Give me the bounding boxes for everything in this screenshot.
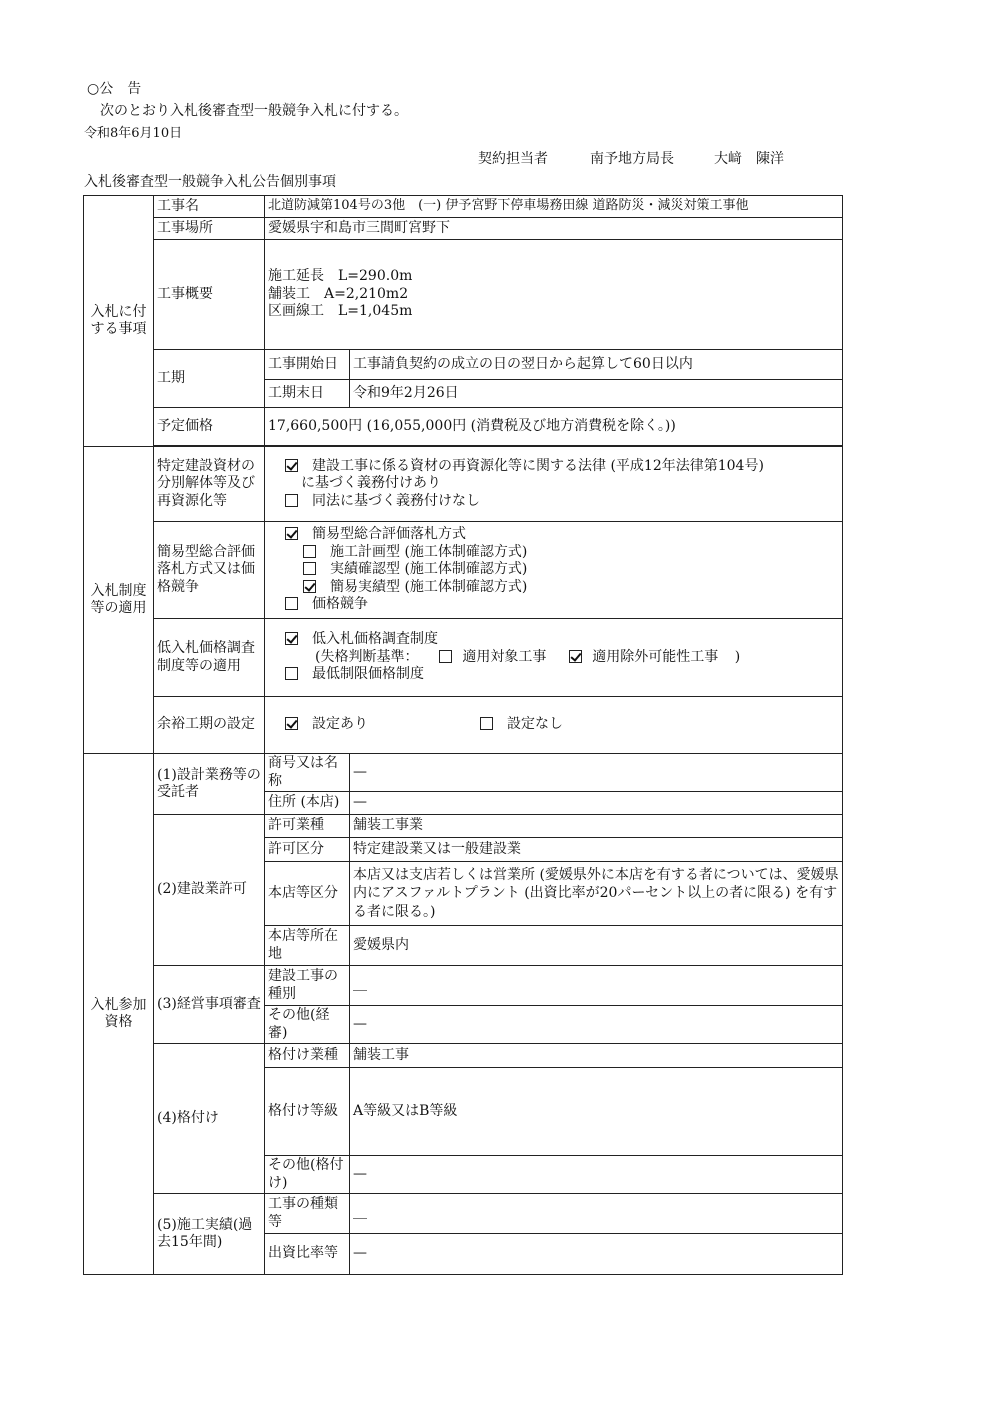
low-sub-target: 適用対象工事 (462, 648, 547, 665)
value-price: 17,660,500円 (16,055,000円 (消費税及び地方消費税を除く。)) (265, 408, 843, 446)
eval-sub-plan: 施工計画型 (施工体制確認方式) (330, 543, 528, 560)
label-rating-type: 格付け業種 (265, 1044, 350, 1068)
label-evaluation: 簡易型総合評価落札方式又は価格競争 (154, 522, 265, 619)
value-office-class: 本店又は支店若しくは営業所 (愛媛県外に本店を有する者については、愛媛県内にアスファルトプラント (出資比率が20パーセント以上の者に限る) を有する者に限る。) (350, 862, 843, 926)
checkbox-icon[interactable] (285, 597, 298, 610)
label-management-audit: (3)経営事項審査 (154, 966, 265, 1044)
value-start: 工事請負契約の成立の日の翌日から起算して60日以内 (350, 350, 843, 380)
recycle-option-yes-cont: に基づく義務付けあり (301, 475, 441, 492)
checkbox-icon[interactable] (303, 562, 316, 575)
value-audit-other: — (350, 1006, 843, 1044)
label-spare-period: 余裕工期の設定 (154, 697, 265, 754)
low-sub-exclusion: 適用除外可能性工事 (592, 648, 719, 665)
value-rating-other: — (350, 1156, 843, 1194)
value-rating-type: 舗装工事 (350, 1044, 843, 1068)
value-permit-class: 特定建設業又は一般建設業 (350, 838, 843, 862)
table-title: 入札後審査型一般競争入札公告個別事項 (84, 174, 336, 190)
eval-sub-record: 実績確認型 (施工体制確認方式) (330, 561, 528, 578)
intro-text: 次のとおり入札後審査型一般競争入札に付する。 (100, 103, 408, 119)
label-rating-grade: 格付け等級 (265, 1068, 350, 1156)
checkbox-checked-icon[interactable] (285, 717, 298, 730)
value-evaluation (265, 522, 843, 619)
eval-sub-simple-record: 簡易実績型 (施工体制確認方式) (330, 578, 528, 595)
notice-table (83, 195, 843, 1275)
eval-option-simple: 簡易型総合評価落札方式 (312, 526, 466, 543)
label-rating-other: その他(格付け) (265, 1156, 350, 1194)
label-record-kind: 工事の種類等 (265, 1194, 350, 1234)
contract-name: 大﨑 陳洋 (714, 151, 784, 167)
label-work-place: 工事場所 (154, 218, 265, 240)
checkbox-checked-icon[interactable] (569, 650, 582, 663)
label-work-kind: 建設工事の種別 (265, 966, 350, 1006)
spare-option-no: 設定なし (507, 716, 563, 733)
checkbox-checked-icon[interactable] (285, 527, 298, 540)
label-construction-license: (2)建設業許可 (154, 815, 265, 966)
value-end: 令和9年2月26日 (350, 380, 843, 408)
low-sub-prefix: (失格判断基準： (315, 648, 419, 665)
checkbox-icon[interactable] (285, 494, 298, 507)
label-work-name: 工事名 (154, 196, 265, 218)
label-address: 住所 (本店) (265, 792, 350, 815)
checkbox-icon[interactable] (303, 545, 316, 558)
label-recycle: 特定建設資材の分別解体等及び再資源化等 (154, 447, 265, 522)
checkbox-checked-icon[interactable] (303, 580, 316, 593)
value-rating-grade: A等級又はB等級 (350, 1068, 843, 1156)
checkbox-checked-icon[interactable] (285, 632, 298, 645)
summary-line: 舗装工 A=2,210m2 (268, 285, 409, 302)
label-permit-class: 許可区分 (265, 838, 350, 862)
checkbox-icon[interactable] (285, 667, 298, 680)
label-work-summary: 工事概要 (154, 240, 265, 350)
section-qualification: 入札参加資格 (84, 754, 154, 1275)
spare-option-yes: 設定あり (312, 716, 368, 733)
low-option-min-price: 最低制限価格制度 (312, 666, 424, 683)
summary-line: 施工延長 L=290.0m (268, 268, 413, 285)
value-low-bid (265, 619, 843, 697)
low-sub-suffix: ) (734, 648, 741, 665)
contract-office: 南予地方局長 (590, 151, 674, 167)
label-low-bid: 低入札価格調査制度等の適用 (154, 619, 265, 697)
value-work-kind: ＿ (350, 966, 843, 1006)
notice-heading: ○公 告 (87, 81, 142, 97)
label-design-contractor: (1)設計業務等の受託者 (154, 754, 265, 815)
recycle-option-no: 同法に基づく義務付けなし (312, 492, 480, 509)
value-office-location: 愛媛県内 (350, 926, 843, 966)
label-trade-name: 商号又は名称 (265, 754, 350, 792)
eval-option-price: 価格競争 (312, 596, 368, 613)
value-permit-type: 舗装工事業 (350, 815, 843, 838)
label-rating: (4)格付け (154, 1044, 265, 1194)
checkbox-checked-icon[interactable] (285, 459, 298, 472)
summary-line: 区画線工 L=1,045m (268, 303, 413, 320)
label-construction-record: (5)施工実績(過去15年間) (154, 1194, 265, 1275)
value-work-summary (265, 240, 843, 350)
section-bid-items: 入札に付する事項 (84, 196, 154, 447)
value-work-place: 愛媛県宇和島市三間町宮野下 (265, 218, 843, 240)
value-investment-ratio: — (350, 1234, 843, 1275)
label-permit-type: 許可業種 (265, 815, 350, 838)
section-system: 入札制度等の適用 (84, 447, 154, 754)
value-spare-period (265, 697, 843, 754)
label-office-class: 本店等区分 (265, 862, 350, 926)
value-address: — (350, 792, 843, 815)
label-office-location: 本店等所在地 (265, 926, 350, 966)
label-price: 予定価格 (154, 408, 265, 446)
label-period: 工期 (154, 350, 265, 408)
label-end: 工期末日 (265, 380, 350, 408)
checkbox-icon[interactable] (480, 717, 493, 730)
low-option-survey: 低入札価格調査制度 (312, 631, 438, 648)
value-work-name: 北道防減第104号の3他 (一) 伊予宮野下停車場務田線 道路防災・減災対策工事他 (265, 196, 843, 218)
label-audit-other: その他(経審) (265, 1006, 350, 1044)
value-trade-name: — (350, 754, 843, 792)
label-investment-ratio: 出資比率等 (265, 1234, 350, 1275)
label-start: 工事開始日 (265, 350, 350, 380)
notice-date: 令和8年6月10日 (84, 126, 183, 141)
checkbox-icon[interactable] (439, 650, 452, 663)
contract-role: 契約担当者 (478, 151, 548, 167)
value-record-kind: ＿ (350, 1194, 843, 1234)
recycle-option-yes: 建設工事に係る資材の再資源化等に関する法律 (平成12年法律第104号) (312, 457, 764, 474)
value-recycle (265, 447, 843, 522)
